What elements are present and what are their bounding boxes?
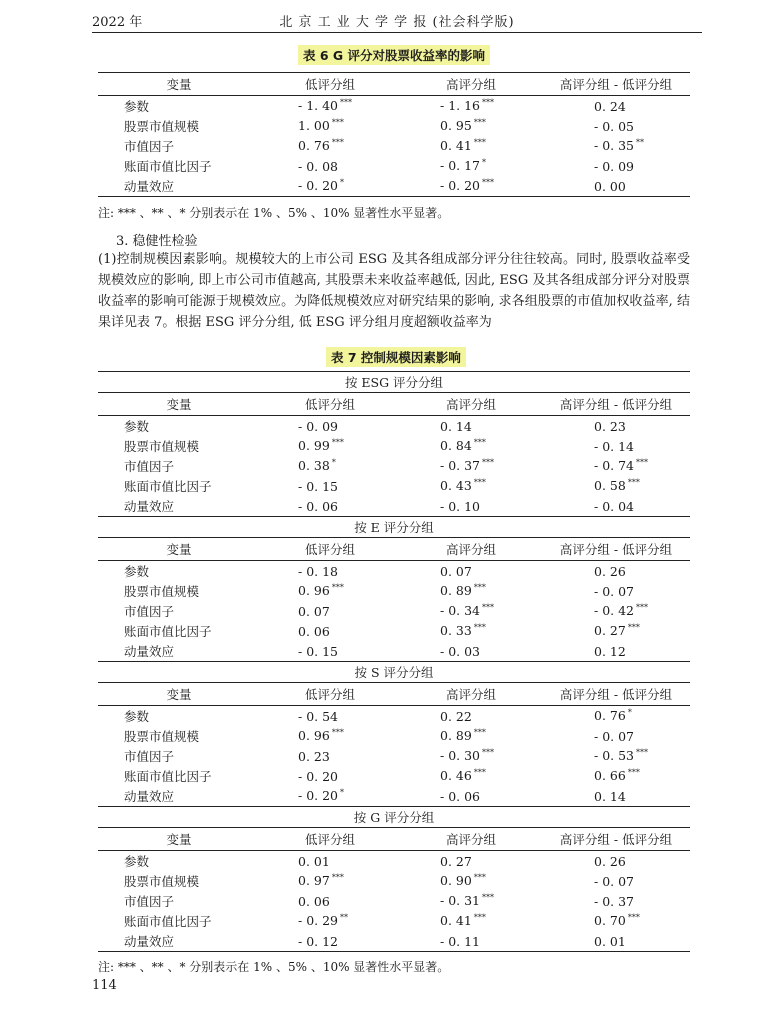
significance-mark: *	[340, 178, 345, 188]
table-cell	[542, 786, 690, 807]
significance-mark: ***	[482, 178, 495, 188]
cell-value: - 0. 03	[440, 643, 481, 659]
table-row	[98, 786, 690, 807]
cell-value: - 0. 06	[440, 788, 481, 804]
table6-caption: 表 6 G 评分对股票收益率的影响	[298, 45, 490, 65]
significance-mark: ***	[473, 118, 486, 128]
row-label: 股票市值规模	[124, 874, 200, 889]
row-label: 股票市值规模	[124, 119, 200, 134]
table-cell	[260, 416, 400, 437]
cell-value: 0. 89	[440, 728, 472, 744]
significance-mark: ***	[331, 873, 344, 883]
table-cell	[260, 726, 400, 746]
table7-caption: 表 7 控制规模因素影响	[326, 347, 466, 367]
table-cell	[542, 456, 690, 476]
column-header: 高评分组 - 低评分组	[542, 683, 690, 706]
table-cell	[400, 746, 542, 766]
table-cell	[400, 116, 542, 136]
cell-value: - 0. 05	[594, 118, 635, 134]
cell-value: 0. 84	[440, 438, 472, 454]
body-paragraph: (1)控制规模因素影响。规模较大的上市公司 ESG 及其各组成部分评分往往较高。同时, 股票收益率受规模效应的影响, 即上市公司市值越高, 其股票未来收益率越低, 因此, ESG 及其各组成部分评分对股票收益率的影响可能源于规模效应。为降低规模效应对研究结果的影响, 求各组股票的市值加权收益率, 结果详见表 7。根据 ESG 评分分组, 低 ESG 评分组月度超额收益率为	[98, 252, 690, 330]
column-header: 高评分组	[400, 73, 542, 96]
column-header: 低评分组	[260, 683, 400, 706]
cell-value: 0. 14	[594, 788, 626, 804]
cell-value: - 0. 37	[440, 458, 481, 474]
cell-value: 0. 70	[594, 913, 626, 929]
table-cell	[400, 601, 542, 621]
significance-mark: *	[331, 458, 336, 468]
table-row	[98, 416, 690, 437]
table-row	[98, 601, 690, 621]
cell-value: 0. 66	[594, 768, 626, 784]
table-cell	[400, 871, 542, 891]
cell-value: - 0. 18	[298, 563, 339, 579]
table-cell	[260, 706, 400, 727]
column-header: 高评分组	[400, 538, 542, 561]
table-cell	[542, 891, 690, 911]
column-header: 高评分组	[400, 683, 542, 706]
cell-value: - 0. 42	[594, 603, 635, 619]
column-header: 变量	[98, 393, 260, 416]
cell-value: 0. 26	[594, 853, 626, 869]
significance-mark: ***	[473, 768, 486, 778]
row-label: 市值因子	[124, 139, 175, 154]
cell-value: - 0. 07	[594, 873, 635, 889]
row-label: 市值因子	[124, 459, 175, 474]
column-header: 高评分组 - 低评分组	[542, 73, 690, 96]
table-cell	[542, 621, 690, 641]
table-row	[98, 871, 690, 891]
column-header: 变量	[98, 538, 260, 561]
significance-mark: *	[340, 788, 345, 798]
table7-body	[98, 372, 690, 952]
table-row	[98, 726, 690, 746]
significance-mark: ***	[627, 768, 640, 778]
cell-value: - 1. 40	[298, 98, 339, 114]
significance-mark: ***	[636, 458, 649, 468]
table-row	[98, 746, 690, 766]
significance-mark: ***	[473, 623, 486, 633]
table-cell	[260, 496, 400, 517]
table-row	[98, 851, 690, 872]
table-cell	[260, 851, 400, 872]
table-cell	[400, 891, 542, 911]
significance-mark: ***	[473, 583, 486, 593]
table-cell	[400, 456, 542, 476]
significance-mark: ***	[331, 438, 344, 448]
significance-mark: ***	[473, 728, 486, 738]
table-cell	[260, 766, 400, 786]
group-title: 按 S 评分分组	[98, 662, 690, 683]
cell-value: 0. 26	[594, 563, 626, 579]
row-label: 参数	[124, 709, 150, 724]
group-title-row	[98, 372, 690, 393]
table-cell	[400, 911, 542, 931]
cell-value: 0. 06	[298, 623, 330, 639]
table-row	[98, 911, 690, 931]
cell-value: - 0. 34	[440, 603, 481, 619]
cell-value: 0. 00	[594, 178, 626, 194]
cell-value: - 0. 07	[594, 583, 635, 599]
table-cell	[542, 496, 690, 517]
row-label: 参数	[124, 564, 150, 579]
table-cell	[400, 496, 542, 517]
table-cell	[400, 561, 542, 582]
group-title: 按 ESG 评分分组	[98, 372, 690, 393]
cell-value: - 0. 12	[298, 933, 339, 949]
table-cell	[260, 891, 400, 911]
row-label: 账面市值比因子	[124, 914, 212, 929]
cell-value: - 0. 07	[594, 728, 635, 744]
row-label: 股票市值规模	[124, 729, 200, 744]
table-cell	[260, 581, 400, 601]
running-header	[92, 8, 702, 33]
table6-note: 注: *** 、** 、* 分别表示在 1% 、5% 、10% 显著性水平显著。	[98, 206, 450, 220]
row-label: 动量效应	[98, 496, 260, 517]
significance-mark: ***	[331, 583, 344, 593]
table-cell	[260, 931, 400, 952]
table-row	[98, 621, 690, 641]
cell-value: 0. 38	[298, 458, 330, 474]
column-header: 低评分组	[260, 393, 400, 416]
cell-value: - 0. 20	[298, 768, 339, 784]
header-year: 2022 年	[92, 15, 143, 30]
cell-value: - 0. 06	[298, 498, 339, 514]
table-cell	[542, 156, 690, 176]
significance-mark: ***	[627, 913, 640, 923]
table-cell	[400, 706, 542, 727]
table-row	[98, 176, 690, 197]
table-cell	[400, 156, 542, 176]
significance-mark: ***	[482, 893, 495, 903]
table-cell	[260, 601, 400, 621]
section-heading: 3. 稳健性检验	[116, 234, 198, 249]
table-cell	[400, 176, 542, 197]
significance-mark: ***	[473, 873, 486, 883]
table-cell	[542, 116, 690, 136]
cell-value: 0. 41	[440, 138, 472, 154]
significance-mark: ***	[473, 913, 486, 923]
column-header: 低评分组	[260, 538, 400, 561]
row-label: 市值因子	[124, 749, 175, 764]
cell-value: 0. 14	[440, 418, 472, 434]
row-label: 账面市值比因子	[124, 769, 212, 784]
row-label: 市值因子	[124, 604, 175, 619]
cell-value: 0. 27	[440, 853, 472, 869]
group-title: 按 E 评分分组	[98, 517, 690, 538]
cell-value: - 0. 09	[298, 418, 339, 434]
table-cell	[400, 621, 542, 641]
table6-body	[98, 73, 690, 197]
table-cell	[542, 931, 690, 952]
table-cell	[400, 786, 542, 807]
cell-value: 0. 12	[594, 643, 626, 659]
cell-value: - 0. 08	[298, 158, 339, 174]
column-header-row	[98, 828, 690, 851]
cell-value: 0. 46	[440, 768, 472, 784]
cell-value: 0. 07	[440, 563, 472, 579]
row-label: 账面市值比因子	[124, 479, 212, 494]
cell-value: - 0. 53	[594, 748, 635, 764]
table-cell	[400, 726, 542, 746]
table-row	[98, 96, 690, 117]
column-header-row	[98, 683, 690, 706]
column-header: 高评分组	[400, 828, 542, 851]
table-cell	[400, 436, 542, 456]
row-label: 参数	[124, 99, 150, 114]
table7	[98, 371, 690, 952]
table-row	[98, 496, 690, 517]
cell-value: - 0. 09	[594, 158, 635, 174]
table-cell	[260, 641, 400, 662]
table-cell	[542, 911, 690, 931]
significance-mark: *	[482, 158, 487, 168]
cell-value: - 0. 74	[594, 458, 635, 474]
cell-value: - 0. 20	[298, 178, 339, 194]
row-label: 股票市值规模	[124, 584, 200, 599]
significance-mark: ***	[331, 728, 344, 738]
significance-mark: ***	[482, 748, 495, 758]
cell-value: - 0. 35	[594, 138, 635, 154]
cell-value: 0. 07	[298, 603, 330, 619]
table-row	[98, 116, 690, 136]
column-header: 低评分组	[260, 828, 400, 851]
cell-value: 0. 96	[298, 728, 330, 744]
table-row	[98, 891, 690, 911]
column-header: 低评分组	[260, 73, 400, 96]
significance-mark: **	[636, 138, 645, 148]
cell-value: 0. 58	[594, 478, 626, 494]
table-cell	[260, 456, 400, 476]
cell-value: 0. 96	[298, 583, 330, 599]
table-cell	[400, 851, 542, 872]
table-cell	[400, 581, 542, 601]
significance-mark: *	[627, 708, 632, 718]
table-row	[98, 456, 690, 476]
table-cell	[260, 96, 400, 117]
table-cell	[260, 116, 400, 136]
cell-value: 0. 06	[298, 893, 330, 909]
table-cell	[260, 911, 400, 931]
significance-mark: ***	[627, 478, 640, 488]
row-label: 参数	[124, 419, 150, 434]
column-header: 变量	[98, 683, 260, 706]
cell-value: 0. 41	[440, 913, 472, 929]
group-title: 按 G 评分分组	[98, 807, 690, 828]
table-cell	[542, 436, 690, 456]
cell-value: 0. 24	[594, 98, 626, 114]
cell-value: - 0. 29	[298, 913, 339, 929]
column-header: 高评分组 - 低评分组	[542, 828, 690, 851]
page-number: 114	[92, 978, 117, 993]
cell-value: 0. 76	[298, 138, 330, 154]
table-cell	[260, 136, 400, 156]
table-row	[98, 581, 690, 601]
cell-value: - 0. 20	[298, 788, 339, 804]
cell-value: - 0. 11	[440, 933, 481, 949]
table-cell	[542, 96, 690, 117]
group-title-row	[98, 662, 690, 683]
cell-value: - 0. 54	[298, 708, 339, 724]
column-header-row	[98, 393, 690, 416]
table-cell	[542, 176, 690, 197]
cell-value: 0. 01	[298, 853, 330, 869]
column-header: 高评分组 - 低评分组	[542, 538, 690, 561]
table-cell	[400, 96, 542, 117]
table-cell	[260, 476, 400, 496]
table-row	[98, 706, 690, 727]
row-label: 账面市值比因子	[124, 624, 212, 639]
table-cell	[260, 436, 400, 456]
table-row	[98, 641, 690, 662]
table-cell	[400, 766, 542, 786]
table-cell	[542, 641, 690, 662]
significance-mark: ***	[627, 623, 640, 633]
table-cell	[260, 176, 400, 197]
cell-value: - 0. 15	[298, 643, 339, 659]
row-label: 动量效应	[98, 641, 260, 662]
table-row	[98, 561, 690, 582]
cell-value: 0. 23	[594, 418, 626, 434]
significance-mark: ***	[473, 138, 486, 148]
cell-value: - 0. 10	[440, 498, 481, 514]
table-cell	[542, 746, 690, 766]
table-cell	[542, 726, 690, 746]
cell-value: 0. 97	[298, 873, 330, 889]
table-cell	[542, 851, 690, 872]
significance-mark: ***	[331, 138, 344, 148]
column-header: 高评分组	[400, 393, 542, 416]
table-row	[98, 476, 690, 496]
table-row	[98, 156, 690, 176]
table-cell	[542, 136, 690, 156]
cell-value: - 0. 17	[440, 158, 481, 174]
column-header: 高评分组 - 低评分组	[542, 393, 690, 416]
table-cell	[260, 621, 400, 641]
cell-value: 0. 76	[594, 708, 626, 724]
significance-mark: ***	[340, 98, 353, 108]
table-cell	[260, 786, 400, 807]
table-cell	[400, 476, 542, 496]
table-cell	[542, 581, 690, 601]
table-cell	[542, 416, 690, 437]
table7-note: 注: *** 、** 、* 分别表示在 1% 、5% 、10% 显著性水平显著。	[98, 960, 450, 974]
table-cell	[400, 136, 542, 156]
table-cell	[260, 561, 400, 582]
row-label: 市值因子	[124, 894, 175, 909]
table-cell	[400, 416, 542, 437]
group-title-row	[98, 517, 690, 538]
table-cell	[260, 156, 400, 176]
table-cell	[260, 871, 400, 891]
column-header-row	[98, 73, 690, 96]
cell-value: 0. 23	[298, 748, 330, 764]
significance-mark: ***	[331, 118, 344, 128]
cell-value: 0. 89	[440, 583, 472, 599]
significance-mark: ***	[636, 748, 649, 758]
group-title-row	[98, 807, 690, 828]
row-label: 动量效应	[98, 786, 260, 807]
cell-value: 0. 22	[440, 708, 472, 724]
cell-value: 0. 99	[298, 438, 330, 454]
table-cell	[542, 476, 690, 496]
cell-value: 0. 27	[594, 623, 626, 639]
significance-mark: ***	[482, 98, 495, 108]
table-cell	[400, 931, 542, 952]
row-label: 股票市值规模	[124, 439, 200, 454]
cell-value: - 0. 30	[440, 748, 481, 764]
cell-value: 0. 90	[440, 873, 472, 889]
cell-value: - 0. 15	[298, 478, 339, 494]
cell-value: - 0. 14	[594, 438, 635, 454]
column-header-row	[98, 538, 690, 561]
journal-title: 北 京 工 业 大 学 学 报 (社会科学版)	[279, 15, 515, 30]
cell-value: 0. 01	[594, 933, 626, 949]
significance-mark: ***	[482, 603, 495, 613]
significance-mark: ***	[636, 603, 649, 613]
table6	[98, 72, 690, 197]
cell-value: 0. 33	[440, 623, 472, 639]
table-cell	[400, 641, 542, 662]
significance-mark: **	[340, 913, 349, 923]
table-cell	[542, 706, 690, 727]
table-cell	[542, 561, 690, 582]
cell-value: 0. 43	[440, 478, 472, 494]
table-row	[98, 766, 690, 786]
cell-value: - 0. 31	[440, 893, 481, 909]
significance-mark: ***	[473, 438, 486, 448]
table-row	[98, 436, 690, 456]
cell-value: - 0. 20	[440, 178, 481, 194]
cell-value: - 1. 16	[440, 98, 481, 114]
table-row	[98, 136, 690, 156]
column-header: 变量	[98, 73, 260, 96]
significance-mark: ***	[473, 478, 486, 488]
significance-mark: ***	[482, 458, 495, 468]
table-cell	[542, 871, 690, 891]
table-cell	[260, 746, 400, 766]
row-label: 动量效应	[98, 931, 260, 952]
table-cell	[542, 766, 690, 786]
cell-value: - 0. 37	[594, 893, 635, 909]
row-label: 动量效应	[98, 176, 260, 197]
row-label: 账面市值比因子	[124, 159, 212, 174]
cell-value: 0. 95	[440, 118, 472, 134]
cell-value: - 0. 04	[594, 498, 635, 514]
row-label: 参数	[124, 854, 150, 869]
table-row	[98, 931, 690, 952]
column-header: 变量	[98, 828, 260, 851]
table-cell	[542, 601, 690, 621]
cell-value: 1. 00	[298, 118, 330, 134]
